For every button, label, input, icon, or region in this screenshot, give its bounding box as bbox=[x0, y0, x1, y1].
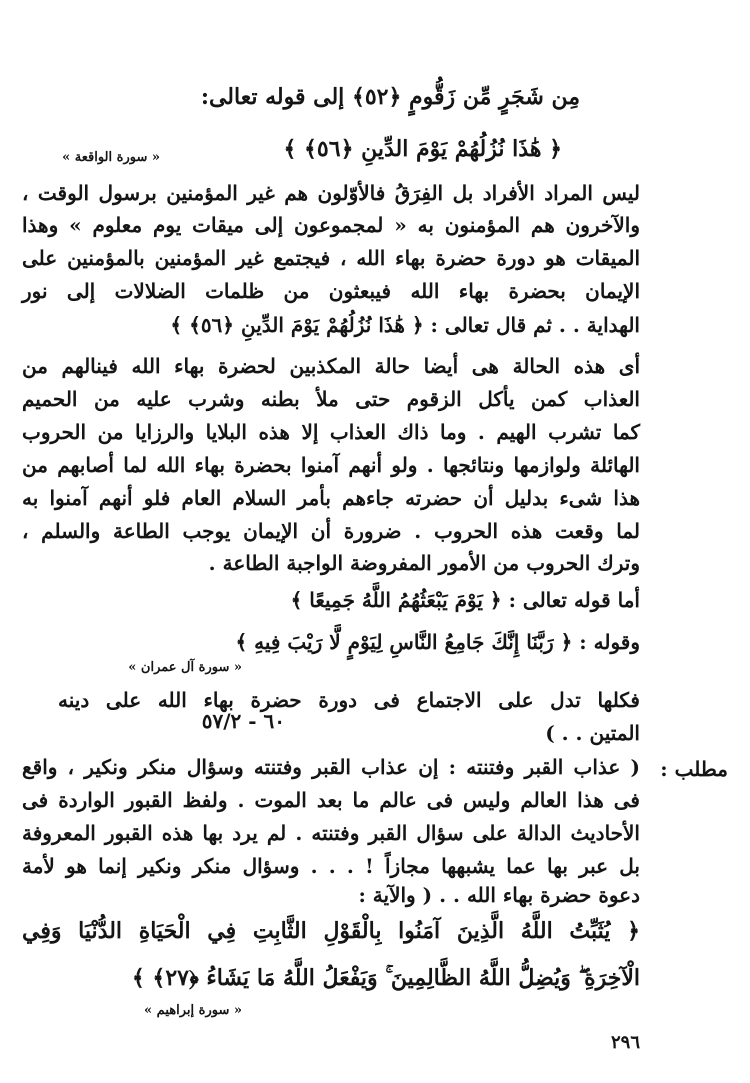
text-line: والآخرون هم المؤمنون به « لمجموعون إلى ميقات يوم معلوم » وهذا bbox=[22, 213, 640, 237]
text-line: دعوة حضرة بهاء الله . . ( والآية : bbox=[358, 883, 640, 907]
verse-line: وقوله : ﴿ رَبَّنَا إِنَّكَ جَامِعُ النَّاسِ لِيَوْمٍ لَّا رَيْبَ فِيهِ ﴾ bbox=[235, 630, 640, 654]
text-line: لما وقعت هذه الحروب . ضرورة أن الإيمان يوجب الطاعة والسلم ، bbox=[22, 519, 640, 543]
text-line: كما تشرب الهيم . وما ذاك العذاب إلا هذه البلايا والرزايا من الحروب bbox=[22, 420, 640, 444]
text-line: ليس المراد الأفراد بل الفِرَقُ فالأوّلون هم غير المؤمنين برسول الوقت ، bbox=[22, 181, 640, 205]
surah-citation: « سورة إبراهيم » bbox=[144, 1003, 242, 1018]
text-line: الإيمان بحضرة بهاء الله فيبعثون من ظلمات الضلالات إلى نور bbox=[22, 279, 640, 303]
verse-line: ﴿ هَٰذَا نُزُلُهُمْ يَوْمَ الدِّينِ ﴿٥٦﴾ ﴾ bbox=[283, 136, 562, 162]
text-line: ( عذاب القبر وفتنته : إن عذاب القبر وفتنته وسؤال منكر ونكير ، واقع bbox=[22, 755, 640, 779]
text-line: العذاب كمن يأكل الزقوم حتى ملأ بطنه وشرب عليه من الحميم bbox=[22, 387, 640, 411]
text-line: فى هذا العالم وليس فى عالم ما بعد الموت . ولفظ القبور الواردة فى bbox=[22, 788, 640, 812]
verse-line: الْآخِرَةِ ۖ وَيُضِلُّ اللَّهُ الظَّالِمِينَ ۚ وَيَفْعَلُ اللَّهُ مَا يَشَاءُ ﴿٢٧﴾ ﴾ bbox=[131, 965, 640, 991]
text-line: الأحاديث الدالة على سؤال القبر وفتنته . لم يرد بها هذه القبور المعروفة bbox=[22, 821, 640, 845]
text-line: أى هذه الحالة هى أيضا حالة المكذبين لحضرة بهاء الله فينالهم من bbox=[22, 354, 640, 378]
surah-citation: « سورة آل عمران » bbox=[128, 660, 242, 675]
section-marker: مطلب : bbox=[660, 757, 728, 781]
text-line: بل عبر بها عما يشبهها مجازاً ! . . . وسؤال منكر ونكير إنما هو لأمة bbox=[22, 854, 640, 878]
page-number: ٢٩٦ bbox=[610, 1032, 640, 1053]
text-line: وترك الحروب من الأمور المفروضة الواجبة الطاعة . bbox=[208, 551, 640, 575]
text-line: الهائلة ولوازمها ونتائجها . ولو أنهم آمنوا بحضرة بهاء الله لما أصابهم من bbox=[22, 453, 640, 477]
verse-line: مِن شَجَرٍ مِّن زَقُّومٍ ﴿٥٢﴾ إلى قوله تعالى: bbox=[200, 84, 580, 110]
reference: ٦٠ - ٥٧/٢ bbox=[201, 709, 285, 733]
text-line: فكلها تدل على الاجتماع فى دورة حضرة بهاء الله على دينه bbox=[58, 688, 640, 712]
text-line: الميقات هو دورة حضرة بهاء الله ، فيجتمع غير المؤمنين بالمؤمنين على bbox=[22, 246, 640, 270]
verse-line: ﴿ يُثَبِّتُ اللَّهُ الَّذِينَ آمَنُوا بِالْقَوْلِ الثَّابِتِ فِي الْحَيَاةِ الدُّنْيَا وَفِي bbox=[22, 918, 640, 944]
text-line: المتين . . ) bbox=[545, 721, 640, 745]
text-line: الهداية . . ثم قال تعالى : ﴿ هَٰذَا نُزُلُهُمْ يَوْمَ الدِّينِ ﴿٥٦﴾ ﴾ bbox=[170, 313, 640, 337]
text-line: هذا شىء بدليل أن حضرته جاءهم بأمر السلام العام فلو أنهم آمنوا به bbox=[22, 486, 640, 510]
surah-citation: « سورة الواقعة » bbox=[62, 150, 160, 165]
verse-line: أما قوله تعالى : ﴿ يَوْمَ يَبْعَثُهُمُ اللَّهُ جَمِيعًا ﴾ bbox=[290, 588, 640, 612]
